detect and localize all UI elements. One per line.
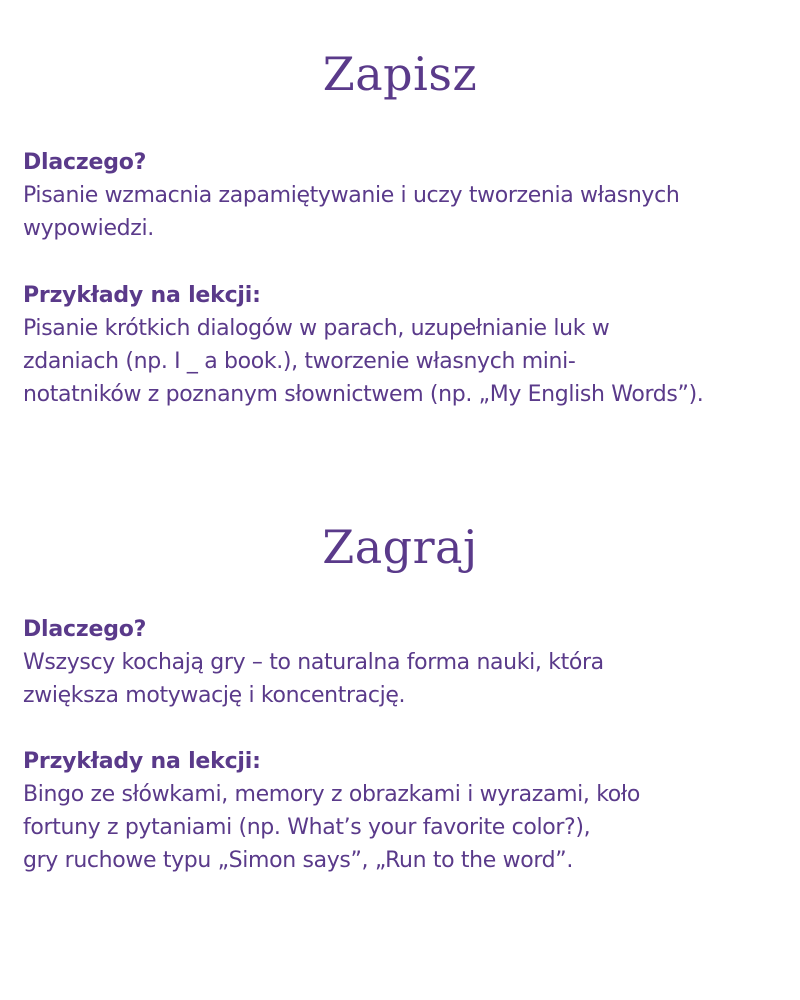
why-block — [23, 613, 783, 712]
why-text-line: Pisanie wzmacnia zapamiętywanie i uczy tworzenia własnych — [23, 183, 680, 208]
section-title: Zapisz — [322, 47, 478, 101]
why-heading: Dlaczego? — [23, 150, 147, 175]
section-title: Zagraj — [322, 520, 478, 574]
examples-block — [23, 745, 783, 877]
section-zagraj — [0, 521, 800, 573]
examples-text-line: notatników z poznanym słownictwem (np. „My English Words”). — [23, 382, 704, 407]
examples-block — [23, 279, 783, 411]
examples-text-line: gry ruchowe typu „Simon says”, „Run to the word”. — [23, 848, 573, 873]
examples-text-line: Bingo ze słówkami, memory z obrazkami i wyrazami, koło — [23, 782, 640, 807]
why-heading: Dlaczego? — [23, 617, 147, 642]
why-block — [23, 146, 783, 245]
why-text-line: zwiększa motywację i koncentrację. — [23, 683, 406, 708]
examples-text-line: Pisanie krótkich dialogów w parach, uzupełnianie luk w — [23, 316, 610, 341]
why-text-line: wypowiedzi. — [23, 216, 154, 241]
why-text-line: Wszyscy kochają gry – to naturalna forma nauki, która — [23, 650, 604, 675]
examples-heading: Przykłady na lekcji: — [23, 283, 261, 308]
examples-heading: Przykłady na lekcji: — [23, 749, 261, 774]
examples-text-line: zdaniach (np. I _ a book.), tworzenie własnych mini- — [23, 349, 576, 374]
examples-text-line: fortuny z pytaniami (np. What’s your favorite color?), — [23, 815, 591, 840]
section-zapisz — [0, 48, 800, 100]
